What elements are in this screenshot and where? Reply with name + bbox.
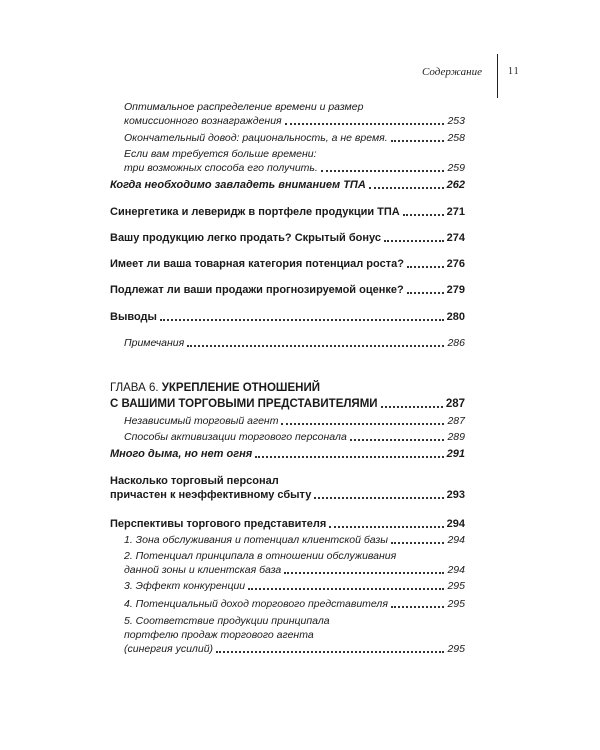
toc-entry-line: Насколько торговый персонал: [110, 475, 279, 487]
toc-entry: [110, 488, 465, 502]
toc-entry-page: 294: [447, 534, 465, 546]
toc-entry: [110, 283, 465, 297]
leader-dots: [384, 240, 444, 242]
leader-dots: [391, 542, 444, 544]
leader-dots: [216, 651, 444, 653]
toc-entry-title: С ВАШИМИ ТОРГОВЫМИ ПРЕДСТАВИТЕЛЯМИ: [110, 398, 378, 410]
toc-entry: [124, 336, 465, 350]
leader-dots: [160, 319, 444, 321]
toc-entry-page: 293: [446, 489, 465, 501]
toc-entry: [124, 533, 465, 547]
leader-dots: [248, 588, 444, 590]
toc-entry-title: Примечания: [124, 337, 185, 349]
toc-entry-title: 3. Эффект конкуренции: [124, 580, 246, 592]
toc-entry-line: Если вам требуется больше времени:: [124, 148, 317, 160]
toc-entry-title: причастен к неэффективному сбыту: [110, 489, 312, 501]
toc-entry-page: 291: [446, 448, 465, 460]
toc-entry-title: (синергия усилий): [124, 643, 214, 655]
header-divider: [497, 54, 498, 98]
chapter-heading: [110, 381, 320, 395]
toc-entry-page: 295: [447, 643, 465, 655]
toc-entry: [110, 178, 465, 192]
toc-entry-title: три возможных способа его получить.: [124, 162, 318, 174]
toc-entry-page: 295: [447, 580, 465, 592]
toc-entry: [124, 131, 465, 145]
toc-entry-page: 287: [445, 398, 465, 410]
toc-entry-page: 276: [446, 258, 465, 270]
toc-entry-title: Выводы: [110, 311, 157, 323]
leader-dots: [284, 572, 444, 574]
toc-entry-page: 253: [447, 115, 465, 127]
toc-entry-title: Много дыма, но нет огня: [110, 448, 253, 460]
toc-entry: [124, 642, 465, 656]
toc-entry-page: 294: [446, 518, 465, 530]
toc-entry: [110, 205, 465, 219]
toc-entry: [110, 257, 465, 271]
toc-entry: [124, 597, 465, 611]
toc-entry-title: Окончательный довод: рациональность, а не время.: [124, 132, 388, 144]
leader-dots: [281, 423, 444, 425]
toc-entry-title: Синергетика и леверидж в портфеле продукции ТПА: [110, 206, 400, 218]
toc-entry-page: 294: [447, 564, 465, 576]
toc-entry-title: Когда необходимо завладеть вниманием ТПА: [110, 179, 366, 191]
chapter-title-line: УКРЕПЛЕНИЕ ОТНОШЕНИЙ: [161, 382, 320, 394]
leader-dots: [403, 214, 444, 216]
toc-entry-page: 274: [446, 232, 465, 244]
leader-dots: [369, 187, 444, 189]
toc-entry-line: Оптимальное распределение времени и размер: [124, 101, 364, 113]
toc-entry-title: 1. Зона обслуживания и потенциал клиентской базы: [124, 534, 388, 546]
toc-entry-line: 5. Соответствие продукции принципала: [124, 615, 330, 627]
toc-entry-title: Имеет ли ваша товарная категория потенциал роста?: [110, 258, 404, 270]
leader-dots: [255, 456, 443, 458]
toc-entry-page: 258: [447, 132, 465, 144]
leader-dots: [187, 345, 444, 347]
toc-entry: [124, 579, 465, 593]
leader-dots: [314, 497, 443, 499]
toc-entry-title: Способы активизации торгового персонала: [124, 431, 347, 443]
toc-entry-page: 259: [447, 162, 465, 174]
toc-entry-title: Перспективы торгового представителя: [110, 518, 327, 530]
toc-entry: [124, 414, 465, 428]
toc-entry-title: Независимый торговый агент: [124, 415, 279, 427]
toc-entry-page: 295: [447, 598, 465, 610]
toc-entry: [110, 310, 465, 324]
leader-dots: [407, 292, 444, 294]
toc-entry: [124, 563, 465, 577]
toc-entry-page: 286: [447, 337, 465, 349]
toc-entry: [110, 397, 465, 411]
leader-dots: [381, 406, 443, 408]
toc-entry-page: 262: [446, 179, 465, 191]
toc-entry-page: 280: [446, 311, 465, 323]
toc-entry: [110, 447, 465, 461]
toc-entry: [124, 161, 465, 175]
running-title: Содержание: [421, 66, 482, 78]
toc-entry: [110, 231, 465, 245]
toc-entry-page: 287: [447, 415, 465, 427]
toc-entry-line: портфелю продаж торгового агента: [124, 629, 314, 641]
page-number: 11: [508, 66, 520, 77]
toc-entry-title: Подлежат ли ваши продажи прогнозируемой оценке?: [110, 284, 404, 296]
leader-dots: [350, 439, 445, 441]
toc-entry-page: 289: [447, 431, 465, 443]
leader-dots: [407, 266, 444, 268]
toc-entry: [124, 430, 465, 444]
leader-dots: [285, 123, 445, 125]
leader-dots: [391, 606, 445, 608]
toc-entry: [110, 517, 465, 531]
toc-entry-page: 279: [446, 284, 465, 296]
toc-entry-title: данной зоны и клиентская база: [124, 564, 282, 576]
toc-entry-page: 271: [446, 206, 465, 218]
toc-entry-line: 2. Потенциал принципала в отношении обслуживания: [124, 550, 397, 562]
leader-dots: [329, 526, 443, 528]
toc-entry-title: 4. Потенциальный доход торгового представителя: [124, 598, 388, 610]
toc-entry-title: Вашу продукцию легко продать? Скрытый бонус: [110, 232, 381, 244]
leader-dots: [321, 170, 445, 172]
chapter-label: ГЛАВА 6.: [110, 382, 159, 394]
leader-dots: [391, 140, 445, 142]
toc-entry: [124, 114, 465, 128]
toc-entry-title: комиссионного вознаграждения: [124, 115, 282, 127]
